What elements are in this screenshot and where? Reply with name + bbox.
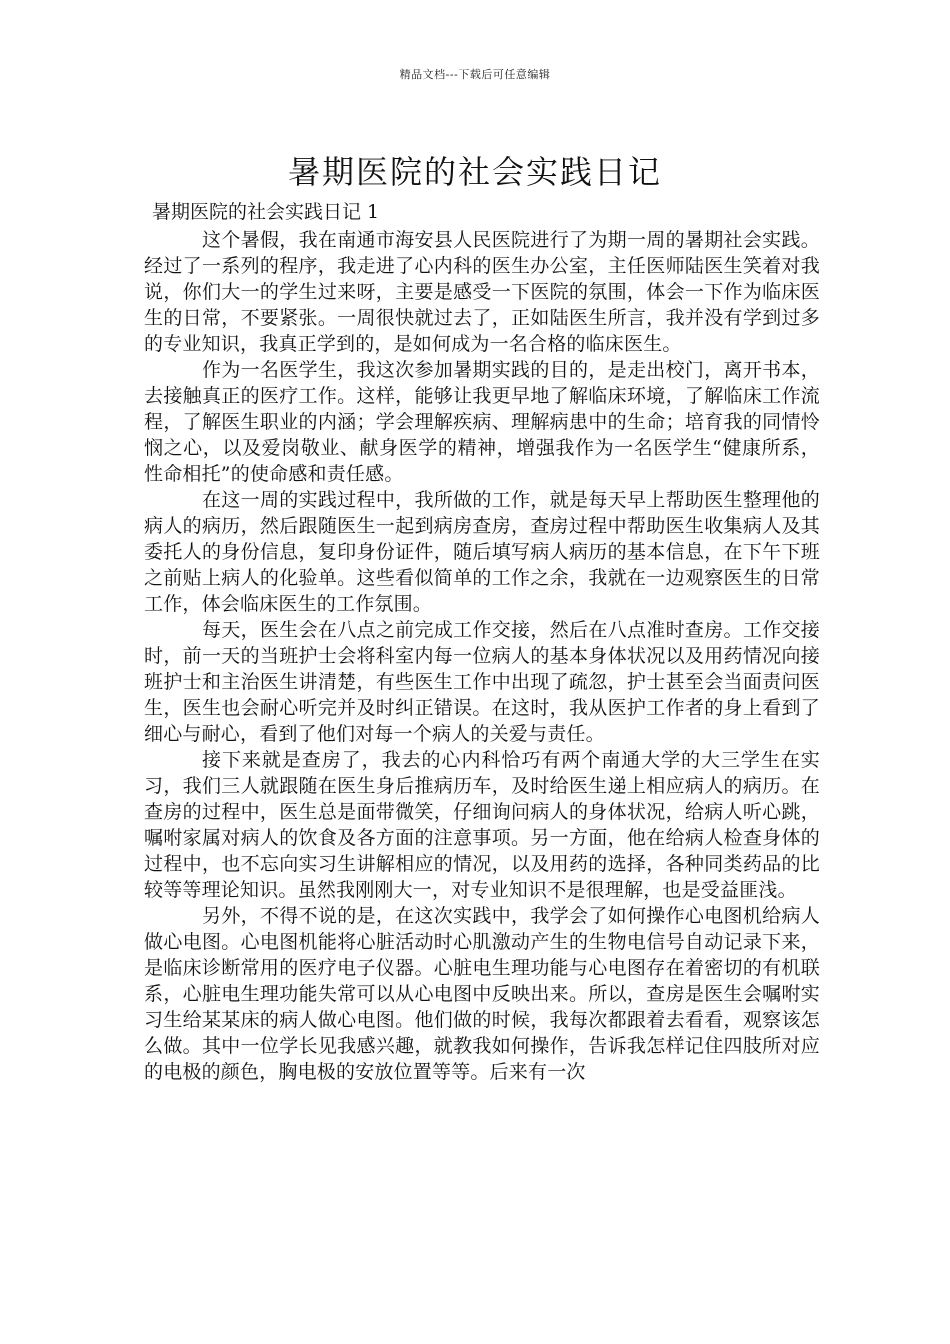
document-title: 暑期医院的社会实践日记 [287, 153, 662, 192]
paragraph: 接下来就是查房了，我去的心内科恰巧有两个南通大学的大三学生在实习，我们三人就跟随在医生身后推病历车，及时给医生递上相应病人的病历。在查房的过程中，医生总是面带微笑，仔细询问病人的身体状况，给病人听心跳，嘱咐家属对病人的饮食及各方面的注意事项。另一方面，他在给病人检查身体的过程中，也不忘向实习生讲解相应的情况，以及用药的选择，各种同类药品的比较等等理论知识。虽然我刚刚大一，对专业知识不是很理解，也是受益匪浅。 [144, 749, 820, 901]
paragraph: 在这一周的实践过程中，我所做的工作，就是每天早上帮助医生整理他的病人的病历，然后跟随医生一起到病房查房，查房过程中帮助医生收集病人及其委托人的身份信息，复印身份证件，随后填写病人病历的基本信息，在下午下班之前贴上病人的化验单。这些看似简单的工作之余，我就在一边观察医生的日常工作，体会临床医生的工作氛围。 [144, 489, 820, 615]
document-body [144, 198, 820, 1085]
paragraph: 另外，不得不说的是，在这次实践中，我学会了如何操作心电图机给病人做心电图。心电图机能将心脏活动时心肌激动产生的生物电信号自动记录下来，是临床诊断常用的医疗电子仪器。心脏电生理功能与心电图存在着密切的有机联系，心脏电生理功能失常可以从心电图中反映出来。所以，查房是医生会嘱咐实习生给某某床的病人做心电图。他们做的时候，我每次都跟着去看看，观察该怎么做。其中一位学长见我感兴趣，就教我如何操作，告诉我怎样记住四肢所对应的电极的颜色，胸电极的安放位置等等。后来有一次 [144, 905, 820, 1083]
header-note: 精品文档---下载后可任意编辑 [399, 68, 551, 81]
paragraph: 这个暑假，我在南通市海安县人民医院进行了为期一周的暑期社会实践。经过了一系列的程序，我走进了心内科的医生办公室，主任医师陆医生笑着对我说，你们大一的学生过来呀，主要是感受一下医院的氛围，体会一下作为临床医生的日常，不要紧张。一周很快就过去了，正如陆医生所言，我并没有学到过多的专业知识，我真正学到的，是如何成为一名合格的临床医生。 [144, 229, 820, 355]
paragraph: 作为一名医学生，我这次参加暑期实践的目的，是走出校门，离开书本，去接触真正的医疗工作。这样，能够让我更早地了解临床环境，了解临床工作流程，了解医生职业的内涵；学会理解疾病、理解病患中的生命；培育我的同情怜悯之心，以及爱岗敬业、献身医学的精神，增强我作为一名医学生“健康所系，性命相托”的使命感和责任感。 [144, 359, 820, 485]
document-subtitle: 暑期医院的社会实践日记 1 [152, 201, 380, 223]
paragraph: 每天，医生会在八点之前完成工作交接，然后在八点准时查房。工作交接时，前一天的当班护士会将科室内每一位病人的基本身体状况以及用药情况向接班护士和主治医生讲清楚，有些医生工作中出现了疏忽，护士甚至会当面责问医生，医生也会耐心听完并及时纠正错误。在这时，我从医护工作者的身上看到了细心与耐心，看到了他们对每一个病人的关爱与责任。 [144, 619, 820, 745]
